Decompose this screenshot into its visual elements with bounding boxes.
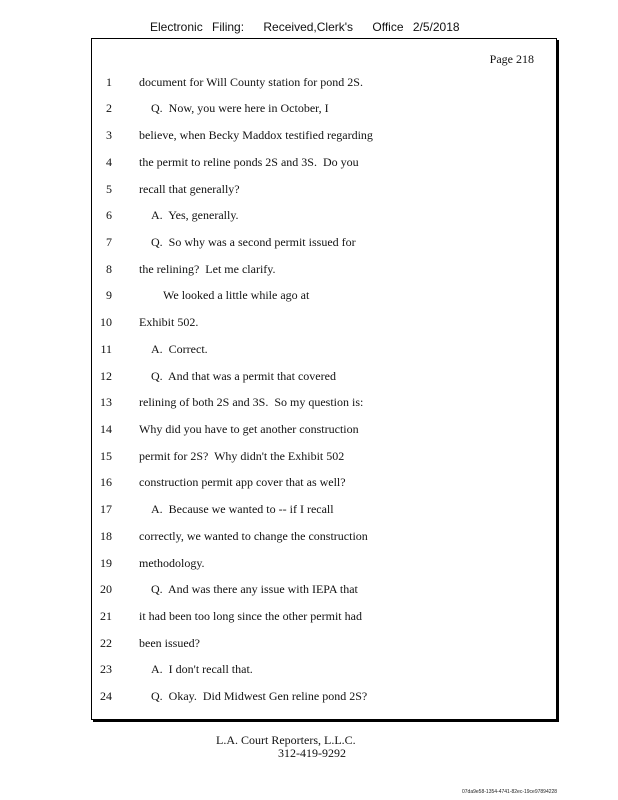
line-number: 14: [100, 422, 112, 436]
line-text: Exhibit 502.: [139, 315, 199, 329]
line-number: 1: [106, 75, 112, 89]
line-number: 16: [100, 475, 112, 489]
header-filing: Filing:: [212, 20, 245, 34]
header-received: Received,Clerk's: [263, 20, 354, 34]
line-text: permit for 2S? Why didn't the Exhibit 502: [139, 449, 345, 463]
line-text: document for Will County station for pond 2S.: [139, 75, 363, 89]
line-text: Why did you have to get another construction: [139, 422, 359, 436]
header-electronic: Electronic: [150, 20, 203, 34]
line-number: 18: [100, 529, 112, 543]
electronic-filing-header: [150, 20, 466, 34]
line-number: 3: [106, 128, 112, 142]
line-text: relining of both 2S and 3S. So my question is:: [139, 395, 364, 409]
line-text: the relining? Let me clarify.: [139, 262, 276, 276]
line-text: Q. And that was a permit that covered: [139, 369, 336, 383]
line-text: A. Yes, generally.: [139, 208, 239, 222]
line-number: 24: [100, 689, 112, 703]
line-text: it had been too long since the other permit had: [139, 609, 362, 623]
line-number: 11: [100, 342, 112, 356]
line-number: 20: [100, 582, 112, 596]
line-text: Q. And was there any issue with IEPA that: [139, 582, 358, 596]
line-text: construction permit app cover that as well?: [139, 475, 346, 489]
line-number: 23: [100, 662, 112, 676]
line-number: 5: [106, 182, 112, 196]
line-text: A. I don't recall that.: [139, 662, 253, 676]
line-text: Q. So why was a second permit issued for: [139, 235, 356, 249]
line-text: recall that generally?: [139, 182, 240, 196]
line-text: Q. Okay. Did Midwest Gen reline pond 2S?: [139, 689, 368, 703]
line-text: been issued?: [139, 636, 200, 650]
line-number: 15: [100, 449, 112, 463]
line-text: the permit to reline ponds 2S and 3S. Do you: [139, 155, 359, 169]
line-number: 9: [106, 288, 112, 302]
reporter-phone: 312-419-9292: [278, 746, 346, 760]
line-number: 22: [100, 636, 112, 650]
line-number: 7: [106, 235, 112, 249]
header-date: 2/5/2018: [412, 20, 460, 34]
line-number: 12: [100, 369, 112, 383]
line-number: 21: [100, 609, 112, 623]
document-id: 07da9e58-1354-4741-82ec-19ce97894228: [462, 789, 558, 795]
line-text: correctly, we wanted to change the construction: [139, 529, 368, 543]
line-number: 8: [106, 262, 112, 276]
reporter-company: L.A. Court Reporters, L.L.C.: [216, 733, 356, 747]
line-text: A. Because we wanted to -- if I recall: [139, 502, 334, 516]
line-number: 2: [106, 101, 112, 115]
header-office: Office: [372, 20, 404, 34]
line-text: A. Correct.: [139, 342, 208, 356]
line-text: methodology.: [139, 556, 205, 570]
line-text: believe, when Becky Maddox testified regarding: [139, 128, 373, 142]
line-number: 17: [100, 502, 112, 516]
page-number: Page 218: [489, 52, 534, 66]
line-text: We looked a little while ago at: [139, 288, 310, 302]
line-number: 6: [106, 208, 112, 222]
line-number: 13: [100, 395, 112, 409]
line-number: 4: [106, 155, 112, 169]
transcript-page: [91, 38, 557, 720]
line-number: 10: [100, 315, 112, 329]
line-number: 19: [100, 556, 112, 570]
line-text: Q. Now, you were here in October, I: [139, 101, 329, 115]
